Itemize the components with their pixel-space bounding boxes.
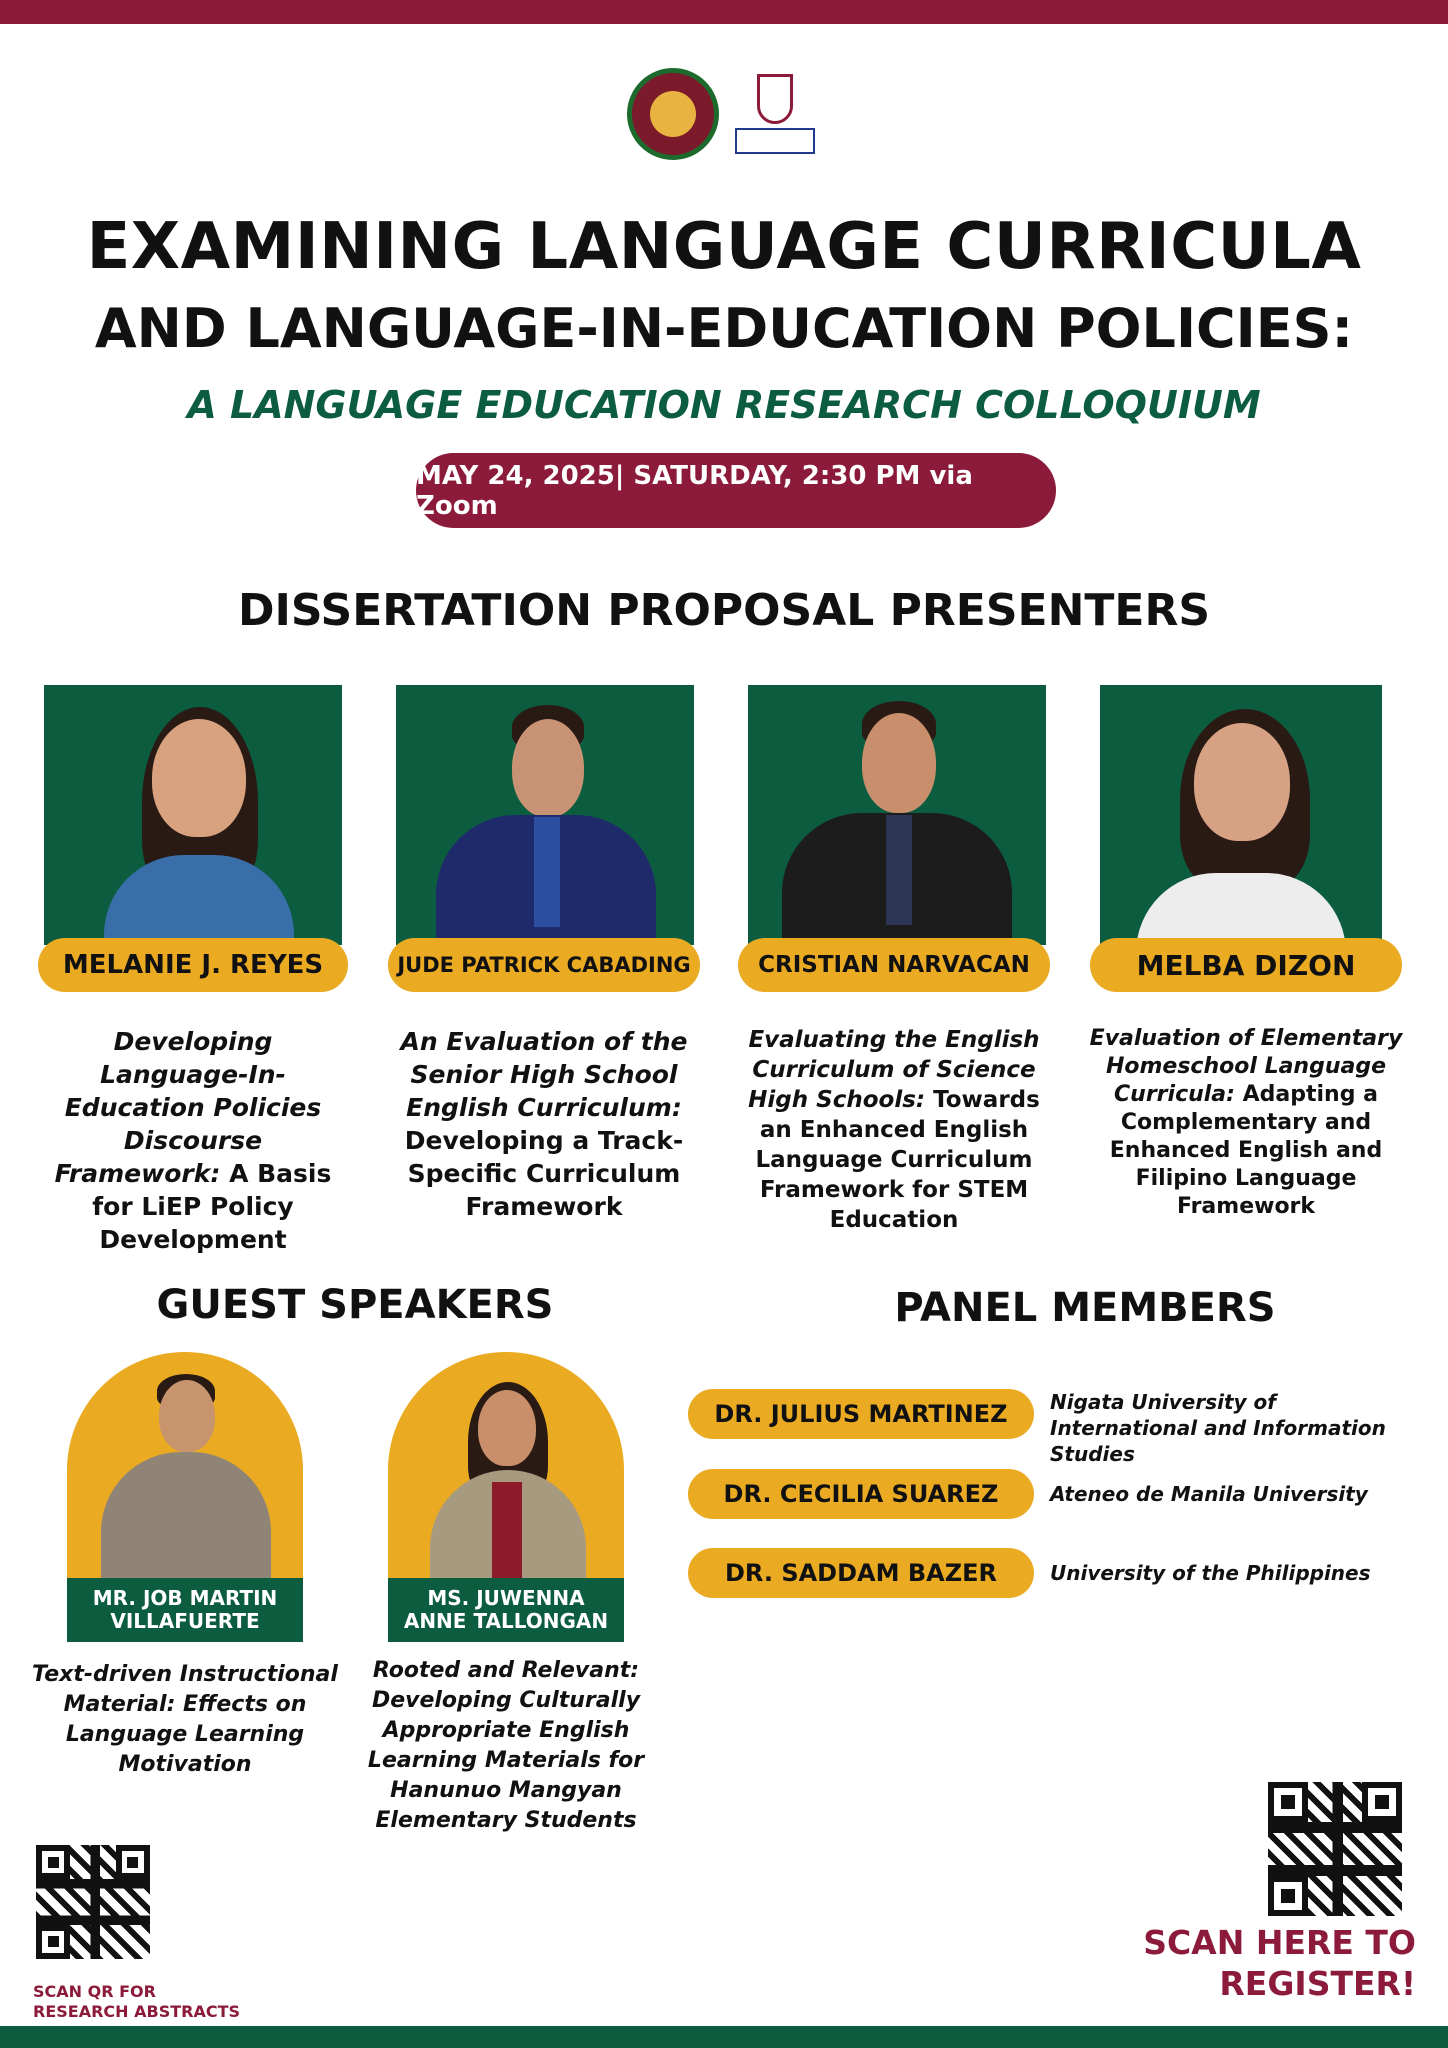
- university-seal-icon: [627, 68, 719, 160]
- presenter-name: MELBA DIZON: [1090, 938, 1402, 992]
- bottom-color-bar: [0, 2026, 1448, 2048]
- guest-name-plate: MS. JUWENNA ANNE TALLONGAN: [388, 1578, 624, 1642]
- presenter-name: JUDE PATRICK CABADING: [388, 938, 700, 992]
- panel-member-affiliation: Nigata University of International and Information Studies: [1050, 1390, 1386, 1466]
- panel-member-name: DR. JULIUS MARTINEZ: [688, 1389, 1034, 1439]
- guest-name-plate: MR. JOB MARTIN VILLAFUERTE: [67, 1578, 303, 1642]
- presenter-photo: [1100, 685, 1382, 945]
- guest-topic: Rooted and Relevant: Developing Culturally Appropriate English Learning Materials for Hanunuo Mangyan Elementary Students: [367, 1658, 645, 1833]
- register-qr-code-icon[interactable]: [1268, 1782, 1402, 1916]
- page-title-line-1: EXAMINING LANGUAGE CURRICULA: [86, 210, 1362, 284]
- presenter-topic: Evaluating the English Curriculum of Science High Schools: Towards an Enhanced English Language Curriculum Framework for STEM Education: [748, 1027, 1040, 1233]
- presenter-topic: Developing Language-In-Education Policies Discourse Framework: A Basis for LiEP Policy Development: [54, 1027, 332, 1254]
- guest-topic: Text-driven Instructional Material: Effects on Language Learning Motivation: [32, 1662, 338, 1777]
- presenter-photo: [44, 685, 342, 945]
- presenter-topic: Evaluation of Elementary Homeschool Language Curricula: Adapting a Complementary and Enhanced English and Filipino Language Framework: [1089, 1026, 1403, 1219]
- abstracts-qr-code-icon[interactable]: [36, 1845, 150, 1959]
- presenter-name: CRISTIAN NARVACAN: [738, 938, 1050, 992]
- page-title-line-2: AND LANGUAGE-IN-EDUCATION POLICIES:: [94, 297, 1354, 360]
- presenter-topic: An Evaluation of the Senior High School English Curriculum: Developing a Track-Specific Curriculum Framework: [400, 1027, 688, 1221]
- panel-member-name: DR. CECILIA SUAREZ: [688, 1469, 1034, 1519]
- register-qr-label: SCAN HERE TO REGISTER!: [1143, 1923, 1416, 2003]
- abstracts-qr-label: SCAN QR FOR RESEARCH ABSTRACTS: [33, 1982, 241, 2021]
- panel-member-name: DR. SADDAM BAZER: [688, 1548, 1034, 1598]
- college-of-education-logo-icon: [729, 68, 821, 160]
- page-subtitle: A LANGUAGE EDUCATION RESEARCH COLLOQUIUM: [187, 383, 1261, 427]
- top-color-bar: [0, 0, 1448, 24]
- panel-member-affiliation: University of the Philippines: [1050, 1561, 1371, 1585]
- panel-member-affiliation: Ateneo de Manila University: [1050, 1482, 1368, 1506]
- presenters-heading: DISSERTATION PROPOSAL PRESENTERS: [237, 585, 1211, 636]
- presenter-photo: [396, 685, 694, 945]
- logo-row: [0, 68, 1448, 160]
- presenter-photo: [748, 685, 1046, 945]
- event-date-badge: MAY 24, 2025| SATURDAY, 2:30 PM via Zoom: [416, 453, 1056, 528]
- presenter-name: MELANIE J. REYES: [38, 938, 348, 992]
- panel-members-heading: PANEL MEMBERS: [894, 1285, 1276, 1331]
- guest-speakers-heading: GUEST SPEAKERS: [156, 1282, 554, 1328]
